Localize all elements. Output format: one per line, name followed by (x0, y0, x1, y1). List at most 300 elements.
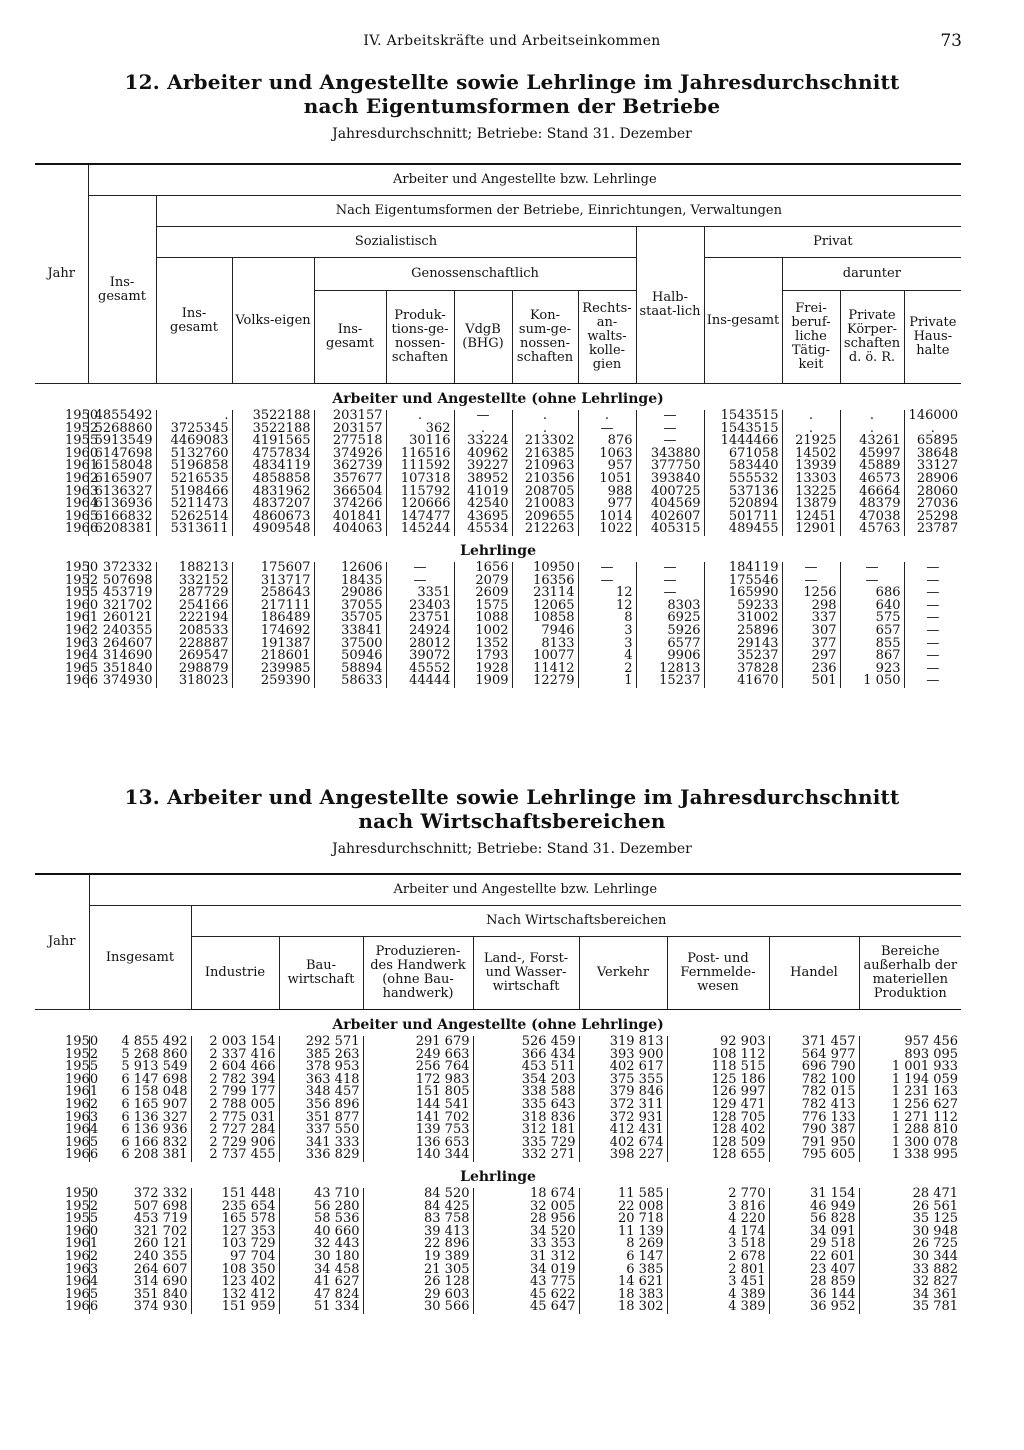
table-cell: 6208381 (88, 523, 156, 536)
table-cell: 555532 (704, 473, 782, 486)
table-cell: 30 948 (859, 1226, 961, 1239)
table-row (35, 523, 961, 536)
table-cell: 402607 (636, 511, 704, 524)
table-cell: 210963 (512, 460, 578, 473)
table-cell: 393840 (636, 473, 704, 486)
table-cell: 7946 (512, 625, 578, 638)
table-cell: — (840, 562, 904, 575)
t12-header-produktionsgenossenschaften: Produk-tions-ge-nossen-schaften (386, 291, 454, 384)
table-cell: 29 603 (363, 1289, 473, 1302)
table-cell: 489455 (704, 523, 782, 536)
table-cell: — (636, 562, 704, 575)
table-cell: 507 698 (89, 1201, 191, 1214)
table-cell: 92 903 (667, 1036, 769, 1049)
table-cell: 867 (840, 650, 904, 663)
table-cell: 108 112 (667, 1049, 769, 1062)
table-cell: 5 268 860 (89, 1049, 191, 1062)
table-cell: 42540 (454, 498, 512, 511)
table-cell: — (578, 575, 636, 588)
year-cell: 1964 (65, 1274, 99, 1290)
table-cell: 1002 (454, 625, 512, 638)
table-cell: . (386, 410, 454, 423)
table-cell: 291 679 (363, 1036, 473, 1049)
table-cell: 151 448 (191, 1188, 279, 1201)
year-cell: 1964 (65, 1122, 99, 1138)
table-cell: . (782, 410, 840, 423)
table-cell: 208533 (156, 625, 232, 638)
table-cell: 5211473 (156, 498, 232, 511)
table-cell: 12 (578, 600, 636, 613)
table-cell: 34 091 (769, 1226, 859, 1239)
table-cell: 2 775 031 (191, 1112, 279, 1125)
table-cell: 147477 (386, 511, 454, 524)
table-cell: 526 459 (473, 1036, 579, 1049)
table-cell: 501711 (704, 511, 782, 524)
t13-section2-label: Lehrlinge (460, 1168, 536, 1185)
table-cell: 1 256 627 (859, 1099, 961, 1112)
table-cell: 6136936 (88, 498, 156, 511)
year-cell: 1950 (65, 1185, 99, 1201)
table-cell: 210356 (512, 473, 578, 486)
table-cell: 14502 (782, 448, 840, 461)
table-cell: 141 702 (363, 1112, 473, 1125)
table-cell: — (636, 410, 704, 423)
table-cell: 239985 (232, 663, 314, 676)
table-cell: 217111 (232, 600, 314, 613)
table-cell: 2079 (454, 575, 512, 588)
table-cell: 260121 (88, 612, 156, 625)
table-cell: — (454, 410, 512, 423)
table-cell: 33 353 (473, 1238, 579, 1251)
table-cell: 38952 (454, 473, 512, 486)
table-cell: 212263 (512, 523, 578, 536)
table-cell: 2 801 (667, 1264, 769, 1277)
table-cell: 188213 (156, 562, 232, 575)
table-cell: 23403 (386, 600, 454, 613)
table-cell: — (904, 612, 961, 625)
table-cell: 39 413 (363, 1226, 473, 1239)
table-cell: 45889 (840, 460, 904, 473)
t13-section2 (35, 1162, 961, 1314)
table-cell: 1 288 810 (859, 1124, 961, 1137)
table-cell: 1793 (454, 650, 512, 663)
table-cell: 337 (782, 612, 840, 625)
table-cell: 402 674 (579, 1137, 667, 1150)
t12-header-genossenschaftlich: Genossenschaftlich (314, 258, 636, 291)
table-cell: 34 520 (473, 1226, 579, 1239)
table-cell: 34 019 (473, 1264, 579, 1277)
table-cell: 4 174 (667, 1226, 769, 1239)
table-cell: 264607 (88, 638, 156, 651)
table-cell: 23751 (386, 612, 454, 625)
table-cell: 175546 (704, 575, 782, 588)
table13 (35, 873, 961, 1314)
table-cell: 1 338 995 (859, 1149, 961, 1162)
table-cell: 3 (578, 638, 636, 651)
table-cell: — (904, 625, 961, 638)
table-cell: 298 (782, 600, 840, 613)
table-cell: 348 457 (279, 1086, 363, 1099)
table-cell: 6925 (636, 612, 704, 625)
table-cell: 50946 (314, 650, 386, 663)
t13-header-handel: Handel (769, 937, 859, 1010)
table-cell: 575 (840, 612, 904, 625)
table-cell: 366 434 (473, 1049, 579, 1062)
table-cell: 6 208 381 (89, 1149, 191, 1162)
table-cell: 30116 (386, 435, 454, 448)
table-cell: 47038 (840, 511, 904, 524)
table-cell: 139 753 (363, 1124, 473, 1137)
table-cell: 43695 (454, 511, 512, 524)
table-cell: 9906 (636, 650, 704, 663)
year-cell: 1962 (65, 622, 99, 638)
table-cell: 40 660 (279, 1226, 363, 1239)
table-cell: 501 (782, 675, 840, 688)
table-cell: 1352 (454, 638, 512, 651)
t13-section1 (35, 1010, 961, 1162)
table-cell: — (782, 562, 840, 575)
year-cell: 1961 (65, 1084, 99, 1100)
table-cell: — (636, 423, 704, 436)
table-cell: 923 (840, 663, 904, 676)
table-cell: — (904, 638, 961, 651)
table-cell: 321 702 (89, 1226, 191, 1239)
table-cell: 372 332 (89, 1188, 191, 1201)
table-cell: 32 443 (279, 1238, 363, 1251)
table-cell: 507698 (88, 575, 156, 588)
table-cell: — (636, 575, 704, 588)
table-cell: 22 896 (363, 1238, 473, 1251)
table-cell: 203157 (314, 423, 386, 436)
table-cell: 37828 (704, 663, 782, 676)
table-cell: 240355 (88, 625, 156, 638)
table-cell: 1543515 (704, 410, 782, 423)
table-cell: 41670 (704, 675, 782, 688)
t12-header-konsumgenossenschaften: Kon-sum-ge-nossen-schaften (512, 291, 578, 384)
table-cell: 385 263 (279, 1049, 363, 1062)
t12-section2 (35, 536, 961, 688)
table-cell: 56 280 (279, 1201, 363, 1214)
table-cell: 218601 (232, 650, 314, 663)
table-cell: 236 (782, 663, 840, 676)
table-cell: 6166832 (88, 511, 156, 524)
table-cell: 28 956 (473, 1213, 579, 1226)
table-cell: 8133 (512, 638, 578, 651)
table-row (35, 675, 961, 688)
year-cell: 1961 (65, 610, 99, 626)
table-cell: 34 361 (859, 1289, 961, 1302)
table-cell: 115792 (386, 486, 454, 499)
table-cell: . (782, 423, 840, 436)
table-cell: 307 (782, 625, 840, 638)
table-cell: 1543515 (704, 423, 782, 436)
table-cell: 116516 (386, 448, 454, 461)
table-cell: 13303 (782, 473, 840, 486)
table-cell: 28012 (386, 638, 454, 651)
table13-title-line1: 13. Arbeiter und Angestellte sowie Lehrlinge im Jahresdurchschnitt (124, 785, 900, 809)
table-cell: — (904, 675, 961, 688)
table-cell: 172 983 (363, 1074, 473, 1087)
table-cell: 6165907 (88, 473, 156, 486)
table-cell: 26 561 (859, 1201, 961, 1214)
table-cell: 5926 (636, 625, 704, 638)
year-cell: 1965 (65, 1286, 99, 1302)
table-cell: 31 154 (769, 1188, 859, 1201)
table-cell: — (904, 575, 961, 588)
table-cell: 13879 (782, 498, 840, 511)
year-cell: 1960 (65, 1071, 99, 1087)
table-cell: 6147698 (88, 448, 156, 461)
table-cell: 30 344 (859, 1251, 961, 1264)
table-cell: 5268860 (88, 423, 156, 436)
table-cell: 782 100 (769, 1074, 859, 1087)
table-cell: 4 (578, 650, 636, 663)
table-cell: — (386, 562, 454, 575)
table-cell: 37055 (314, 600, 386, 613)
year-cell: 1965 (65, 1134, 99, 1150)
year-cell: 1966 (65, 673, 99, 689)
table-cell: 25896 (704, 625, 782, 638)
table-cell: 83 758 (363, 1213, 473, 1226)
table-cell: 782 413 (769, 1099, 859, 1112)
table-cell: 58 536 (279, 1213, 363, 1226)
table-cell: 876 (578, 435, 636, 448)
table-cell: 8 (578, 612, 636, 625)
table-cell: 213302 (512, 435, 578, 448)
table-cell: 362 (386, 423, 454, 436)
table-cell: 4831962 (232, 486, 314, 499)
table-cell: 1444466 (704, 435, 782, 448)
t12-header-private-koerperschaften: Private Körper-schaften d. ö. R. (840, 291, 904, 384)
table-cell: 2 770 (667, 1188, 769, 1201)
table-cell: 6158048 (88, 460, 156, 473)
year-cell: 1966 (65, 521, 99, 537)
table-cell: 338 588 (473, 1086, 579, 1099)
table-cell: 13939 (782, 460, 840, 473)
table-cell: — (904, 650, 961, 663)
table-cell: 38648 (904, 448, 961, 461)
table-cell: 254166 (156, 600, 232, 613)
table-cell: 6 136 327 (89, 1112, 191, 1125)
table-cell: 33127 (904, 460, 961, 473)
table-cell: 11 585 (579, 1188, 667, 1201)
table-cell: 165990 (704, 587, 782, 600)
table-cell: 22 008 (579, 1201, 667, 1214)
table-cell: 2 788 005 (191, 1099, 279, 1112)
table-cell: 144 541 (363, 1099, 473, 1112)
table-cell: 39072 (386, 650, 454, 663)
table-cell: 1022 (578, 523, 636, 536)
table-cell: 855 (840, 638, 904, 651)
table-cell: 2 (578, 663, 636, 676)
table-cell: 5216535 (156, 473, 232, 486)
table-cell: 6 166 832 (89, 1137, 191, 1150)
table-cell: 4909548 (232, 523, 314, 536)
table-cell: 4469083 (156, 435, 232, 448)
table-cell: 2 799 177 (191, 1086, 279, 1099)
table-cell: 136 653 (363, 1137, 473, 1150)
table-cell: 372332 (88, 562, 156, 575)
table-cell: 6577 (636, 638, 704, 651)
table-cell: 28 859 (769, 1276, 859, 1289)
table-cell: 14 621 (579, 1276, 667, 1289)
table-cell: 23114 (512, 587, 578, 600)
t13-header-nach-bereichen: Nach Wirtschaftsbereichen (191, 906, 961, 937)
table-cell: 125 186 (667, 1074, 769, 1087)
table-cell: 146000 (904, 410, 961, 423)
table-cell: 30 180 (279, 1251, 363, 1264)
table-cell: 957 (578, 460, 636, 473)
table-cell: 298879 (156, 663, 232, 676)
table-cell: 3522188 (232, 423, 314, 436)
table13-subtitle: Jahresdurchschnitt; Betriebe: Stand 31. Dezember (332, 841, 692, 857)
table-cell: 6 165 907 (89, 1099, 191, 1112)
table-cell: 174692 (232, 625, 314, 638)
year-cell: 1965 (65, 508, 99, 524)
t13-header-handwerk: Produzieren-des Handwerk (ohne Bau-handwerk) (363, 937, 473, 1010)
table-cell: 351 877 (279, 1112, 363, 1125)
table-cell: 128 705 (667, 1112, 769, 1125)
table-cell: 398 227 (579, 1149, 667, 1162)
table-cell: 362739 (314, 460, 386, 473)
table-cell: 186489 (232, 612, 314, 625)
t12-section2-label: Lehrlinge (460, 542, 536, 559)
table-cell: 18 302 (579, 1301, 667, 1314)
table-cell: 45997 (840, 448, 904, 461)
t12-section1 (35, 384, 961, 536)
table-cell: 3 451 (667, 1276, 769, 1289)
table-cell: 2 729 906 (191, 1137, 279, 1150)
table-cell: 260 121 (89, 1238, 191, 1251)
table-cell: 45 622 (473, 1289, 579, 1302)
table-cell: 341 333 (279, 1137, 363, 1150)
table-cell: 12 (578, 587, 636, 600)
table-cell: 537136 (704, 486, 782, 499)
table-cell: — (904, 562, 961, 575)
table-cell: 56 828 (769, 1213, 859, 1226)
table-cell: 84 425 (363, 1201, 473, 1214)
table-cell: 314 690 (89, 1276, 191, 1289)
table-cell: 45552 (386, 663, 454, 676)
table-cell: 97 704 (191, 1251, 279, 1264)
table-cell: 4834119 (232, 460, 314, 473)
table-cell: 45 647 (473, 1301, 579, 1314)
table-cell: 127 353 (191, 1226, 279, 1239)
table-cell: — (782, 575, 840, 588)
table-cell: 8303 (636, 600, 704, 613)
t12-header-sozialistisch: Sozialistisch (156, 227, 636, 258)
year-cell: 1965 (65, 660, 99, 676)
table-cell: 235 654 (191, 1201, 279, 1214)
table-cell: 209655 (512, 511, 578, 524)
table-cell: 128 509 (667, 1137, 769, 1150)
table-cell: — (386, 575, 454, 588)
year-cell: 1964 (65, 496, 99, 512)
table-cell: 1051 (578, 473, 636, 486)
table-cell: 23787 (904, 523, 961, 536)
t12-header-insgesamt: Ins-gesamt (88, 196, 156, 384)
table-cell: . (512, 410, 578, 423)
t12-header-vdgb: VdgB (BHG) (454, 291, 512, 384)
table-cell: 65895 (904, 435, 961, 448)
table-cell: 18 674 (473, 1188, 579, 1201)
table-cell: 686 (840, 587, 904, 600)
table-cell: — (636, 587, 704, 600)
table-cell: 46 949 (769, 1201, 859, 1214)
table-cell: 1256 (782, 587, 840, 600)
year-cell: 1955 (65, 585, 99, 601)
table-cell: 108 350 (191, 1264, 279, 1277)
table-cell: 216385 (512, 448, 578, 461)
table-cell: 4757834 (232, 448, 314, 461)
table-cell: 377 (782, 638, 840, 651)
t13-header-jahr: Jahr (35, 874, 89, 1010)
table-cell: 696 790 (769, 1061, 859, 1074)
table12-title-line2: nach Eigentumsformen der Betriebe (303, 94, 721, 118)
year-cell: 1962 (65, 1096, 99, 1112)
table-cell: 374930 (88, 675, 156, 688)
table-cell: 4 855 492 (89, 1036, 191, 1049)
table-cell: 33841 (314, 625, 386, 638)
table-cell: 32 827 (859, 1276, 961, 1289)
table-cell: 33224 (454, 435, 512, 448)
table-cell: 269547 (156, 650, 232, 663)
table-cell: 366504 (314, 486, 386, 499)
table-cell: 12279 (512, 675, 578, 688)
table-cell: 51 334 (279, 1301, 363, 1314)
table-cell: 31002 (704, 612, 782, 625)
year-cell: 1950 (65, 408, 99, 423)
table-cell: 249 663 (363, 1049, 473, 1062)
table-cell: 43261 (840, 435, 904, 448)
table-cell: 41019 (454, 486, 512, 499)
year-cell: 1963 (65, 635, 99, 651)
table-cell: 29 518 (769, 1238, 859, 1251)
year-cell: 1960 (65, 1223, 99, 1239)
table-cell: 45534 (454, 523, 512, 536)
table-cell: 6 158 048 (89, 1086, 191, 1099)
year-cell: 1961 (65, 1236, 99, 1252)
table-cell: 10077 (512, 650, 578, 663)
t13-header-verkehr: Verkehr (579, 937, 667, 1010)
year-cell: 1963 (65, 483, 99, 499)
table-cell: 453 719 (89, 1213, 191, 1226)
table-cell: 30 566 (363, 1301, 473, 1314)
t12-header-priv-insgesamt: Ins-gesamt (704, 258, 782, 384)
t12-header-privat: Privat (704, 227, 961, 258)
table-cell: 203157 (314, 410, 386, 423)
table-cell: 318 836 (473, 1112, 579, 1125)
table-cell: 374266 (314, 498, 386, 511)
year-cell: 1955 (65, 1211, 99, 1227)
table-cell: 335 729 (473, 1137, 579, 1150)
table-cell: 4860673 (232, 511, 314, 524)
table-cell: 258643 (232, 587, 314, 600)
table-cell: 3 816 (667, 1201, 769, 1214)
table-cell: 126 997 (667, 1086, 769, 1099)
table-cell: 400725 (636, 486, 704, 499)
table-cell: 28060 (904, 486, 961, 499)
table-cell: 371 457 (769, 1036, 859, 1049)
table-cell: 37500 (314, 638, 386, 651)
table-cell: 412 431 (579, 1124, 667, 1137)
table-cell: 35 781 (859, 1301, 961, 1314)
table-cell: 41 627 (279, 1276, 363, 1289)
t12-header-rechtsanwaltskollegien: Rechts-an-walts-kolle-gien (578, 291, 636, 384)
table-cell: 4 220 (667, 1213, 769, 1226)
table-cell: 103 729 (191, 1238, 279, 1251)
table-cell: 374 930 (89, 1301, 191, 1314)
